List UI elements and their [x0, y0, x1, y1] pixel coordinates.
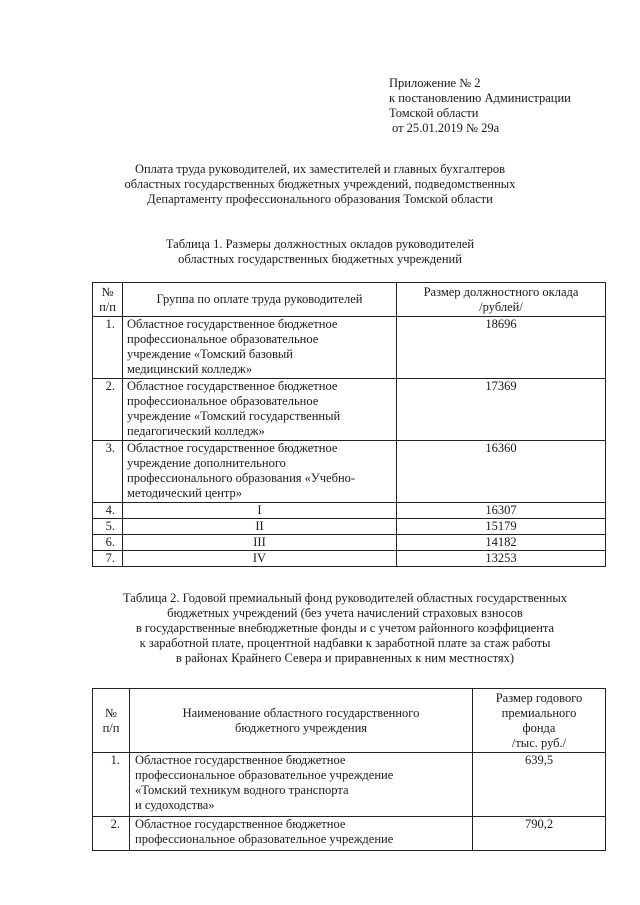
row-name-line: профессиональное образовательное — [127, 394, 319, 408]
row-group: II — [123, 519, 397, 535]
header-num — [93, 283, 123, 317]
row-group: I — [123, 503, 397, 519]
row-name-line: профессиональное образовательное учреждение — [135, 768, 394, 782]
row-name-line: профессиональное образовательное — [127, 332, 319, 346]
caption-line: Таблица 1. Размеры должностных окладов руководителей — [165, 237, 475, 251]
table-row — [93, 535, 606, 551]
table-row — [93, 441, 606, 503]
row-name-line: «Томский техникум водного транспорта — [135, 783, 349, 797]
header-fund-unit: /тыс. руб./ — [511, 735, 567, 750]
table-row — [93, 379, 606, 441]
row-value: 17369 — [397, 379, 606, 441]
appendix-line: Приложение № 2 — [389, 76, 481, 90]
row-name — [123, 317, 397, 379]
caption-line: к заработной плате, процентной надбавки к заработной плате за стаж работы — [139, 636, 551, 650]
row-name — [130, 817, 473, 851]
caption-line: бюджетных учреждений (без учета начислений страховых взносов — [167, 606, 523, 620]
table-row — [93, 503, 606, 519]
row-value: 14182 — [397, 535, 606, 551]
row-name-line: Областное государственное бюджетное — [127, 441, 338, 455]
row-num: 1. — [93, 317, 123, 379]
title-line: Департаменту профессионального образования Томской области — [147, 192, 493, 206]
table-row — [93, 317, 606, 379]
row-name-line: методический центр» — [127, 486, 243, 500]
row-num: 2. — [93, 379, 123, 441]
row-value: 16307 — [397, 503, 606, 519]
table-header-row — [93, 283, 606, 317]
appendix-line: к постановлению Администрации — [389, 91, 571, 105]
caption-line: в государственные внебюджетные фонды и с учетом районного коэффициента — [135, 621, 555, 635]
salary-table — [92, 282, 606, 567]
bonus-fund-table — [92, 688, 606, 851]
caption-line: областных государственных бюджетных учреждений — [178, 252, 462, 266]
row-value: 639,5 — [473, 753, 606, 817]
appendix-line: Томской области — [389, 106, 479, 120]
table2-caption — [90, 591, 600, 666]
row-num: 4. — [93, 503, 123, 519]
row-name-line: и судоходства» — [135, 798, 215, 812]
row-name-line: педагогический колледж» — [127, 424, 265, 438]
caption-line: Таблица 2. Годовой премиальный фонд руководителей областных государственных — [122, 591, 568, 605]
row-num: 5. — [93, 519, 123, 535]
header-num-label: п/п — [99, 299, 116, 314]
row-group: IV — [123, 551, 397, 567]
row-num: 2. — [93, 817, 130, 851]
row-name-line: учреждение дополнительного — [127, 456, 286, 470]
document-title — [40, 162, 600, 207]
row-num: 6. — [93, 535, 123, 551]
row-num: 1. — [93, 753, 130, 817]
title-line: областных государственных бюджетных учреждений, подведомственных — [124, 177, 516, 191]
header-name-line: бюджетного учреждения — [234, 720, 368, 735]
header-num-symbol: № — [105, 705, 117, 720]
row-num: 7. — [93, 551, 123, 567]
table1-caption — [40, 237, 600, 267]
row-name-line: Областное государственное бюджетное — [127, 379, 338, 393]
header-fund-line: Размер годового — [495, 690, 583, 705]
row-name-line: учреждение «Томский государственный — [127, 409, 341, 423]
row-name-line: профессионального образования «Учебно- — [127, 471, 356, 485]
header-salary-label: Размер должностного оклада — [423, 284, 579, 299]
row-num: 3. — [93, 441, 123, 503]
header-salary — [397, 283, 606, 317]
appendix-date: от 25.01.2019 № 29а — [392, 121, 500, 135]
row-value: 15179 — [397, 519, 606, 535]
row-group: III — [123, 535, 397, 551]
row-name — [130, 753, 473, 817]
row-value: 13253 — [397, 551, 606, 567]
title-line: Оплата труда руководителей, их заместителей и главных бухгалтеров — [134, 162, 506, 176]
table-row — [93, 817, 606, 851]
table-row — [93, 551, 606, 567]
caption-line: в районах Крайнего Севера и приравненных к ним местностях) — [175, 651, 515, 665]
table-row — [93, 753, 606, 817]
row-name — [123, 441, 397, 503]
header-num-label: п/п — [102, 720, 120, 735]
header-name — [130, 689, 473, 753]
row-value: 18696 — [397, 317, 606, 379]
row-name-line: профессиональное образовательное учреждение — [135, 832, 394, 846]
header-fund-line: фонда — [522, 720, 556, 735]
header-group: Группа по оплате труда руководителей — [123, 283, 397, 317]
header-num — [93, 689, 130, 753]
header-fund-line: премиального — [501, 705, 577, 720]
table-row — [93, 519, 606, 535]
row-name-line: Областное государственное бюджетное — [135, 817, 346, 831]
header-salary-unit: /рублей/ — [479, 299, 523, 314]
row-value: 790,2 — [473, 817, 606, 851]
header-fund — [473, 689, 606, 753]
row-name-line: Областное государственное бюджетное — [127, 317, 338, 331]
appendix-block — [389, 76, 629, 136]
table-header-row — [93, 689, 606, 753]
row-name-line: учреждение «Томский базовый — [127, 347, 293, 361]
row-value: 16360 — [397, 441, 606, 503]
row-name-line: Областное государственное бюджетное — [135, 753, 346, 767]
row-name-line: медицинский колледж» — [127, 362, 253, 376]
header-num-symbol: № — [101, 284, 114, 299]
header-name-line: Наименование областного государственного — [182, 705, 420, 720]
row-name — [123, 379, 397, 441]
